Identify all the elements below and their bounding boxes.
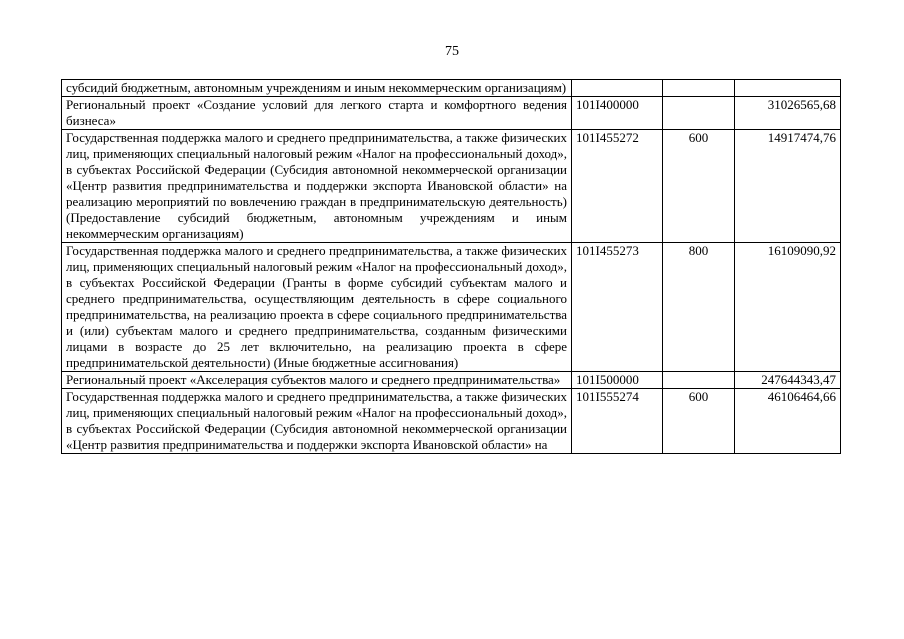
table-row — [62, 243, 841, 372]
row-expense-type: 800 — [663, 243, 735, 372]
row-expense-type — [663, 97, 735, 130]
row-description: субсидий бюджетным, автономным учреждениям и иным некоммерческим организациям) — [62, 80, 572, 97]
table-row — [62, 130, 841, 243]
row-target-code: 101I455272 — [572, 130, 663, 243]
row-target-code: 101I500000 — [572, 372, 663, 389]
budget-table-body — [62, 80, 841, 454]
row-expense-type: 600 — [663, 130, 735, 243]
row-target-code: 101I555274 — [572, 389, 663, 454]
row-description: Региональный проект «Акселерация субъектов малого и среднего предпринимательства» — [62, 372, 572, 389]
row-target-code: 101I400000 — [572, 97, 663, 130]
row-target-code: 101I455273 — [572, 243, 663, 372]
row-expense-type — [663, 80, 735, 97]
row-amount: 16109090,92 — [735, 243, 841, 372]
row-amount: 31026565,68 — [735, 97, 841, 130]
row-amount: 14917474,76 — [735, 130, 841, 243]
row-amount — [735, 80, 841, 97]
budget-table — [61, 79, 841, 454]
row-description: Региональный проект «Создание условий для легкого старта и комфортного ведения бизнеса» — [62, 97, 572, 130]
row-description: Государственная поддержка малого и среднего предпринимательства, а также физических лиц, применяющих специальный налоговый режим «Налог на профессиональный доход», в субъектах Российской Федерации (Субсидия автономной некоммерческой организации «Центр развития предпринимательства и поддержки экспорта Ивановской области» на — [62, 389, 572, 454]
row-amount: 247644343,47 — [735, 372, 841, 389]
table-row — [62, 97, 841, 130]
page-number: 75 — [445, 44, 459, 59]
row-target-code — [572, 80, 663, 97]
row-expense-type — [663, 372, 735, 389]
row-description: Государственная поддержка малого и среднего предпринимательства, а также физических лиц, применяющих специальный налоговый режим «Налог на профессиональный доход», в субъектах Российской Федерации (Гранты в форме субсидий субъектам малого и среднего предпринимательства, осуществляющим деятельность в сфере социального предпринимательства, на реализацию проекта в сфере социального предпринимательства и (или) субъектам малого и среднего предпринимательства, созданным физическими лицами в возрасте до 25 лет включительно, на реализацию проекта в сфере предпринимательской деятельности) (Иные бюджетные ассигнования) — [62, 243, 572, 372]
table-row — [62, 372, 841, 389]
table-row — [62, 80, 841, 97]
row-description: Государственная поддержка малого и среднего предпринимательства, а также физических лиц, применяющих специальный налоговый режим «Налог на профессиональный доход», в субъектах Российской Федерации (Субсидия автономной некоммерческой организации «Центр развития предпринимательства и поддержки экспорта Ивановской области» на реализацию мероприятий по вовлечению граждан в предпринимательскую деятельность) (Предоставление субсидий бюджетным, автономным учреждениям и иным некоммерческим организациям) — [62, 130, 572, 243]
row-amount: 46106464,66 — [735, 389, 841, 454]
table-row — [62, 389, 841, 454]
row-expense-type: 600 — [663, 389, 735, 454]
